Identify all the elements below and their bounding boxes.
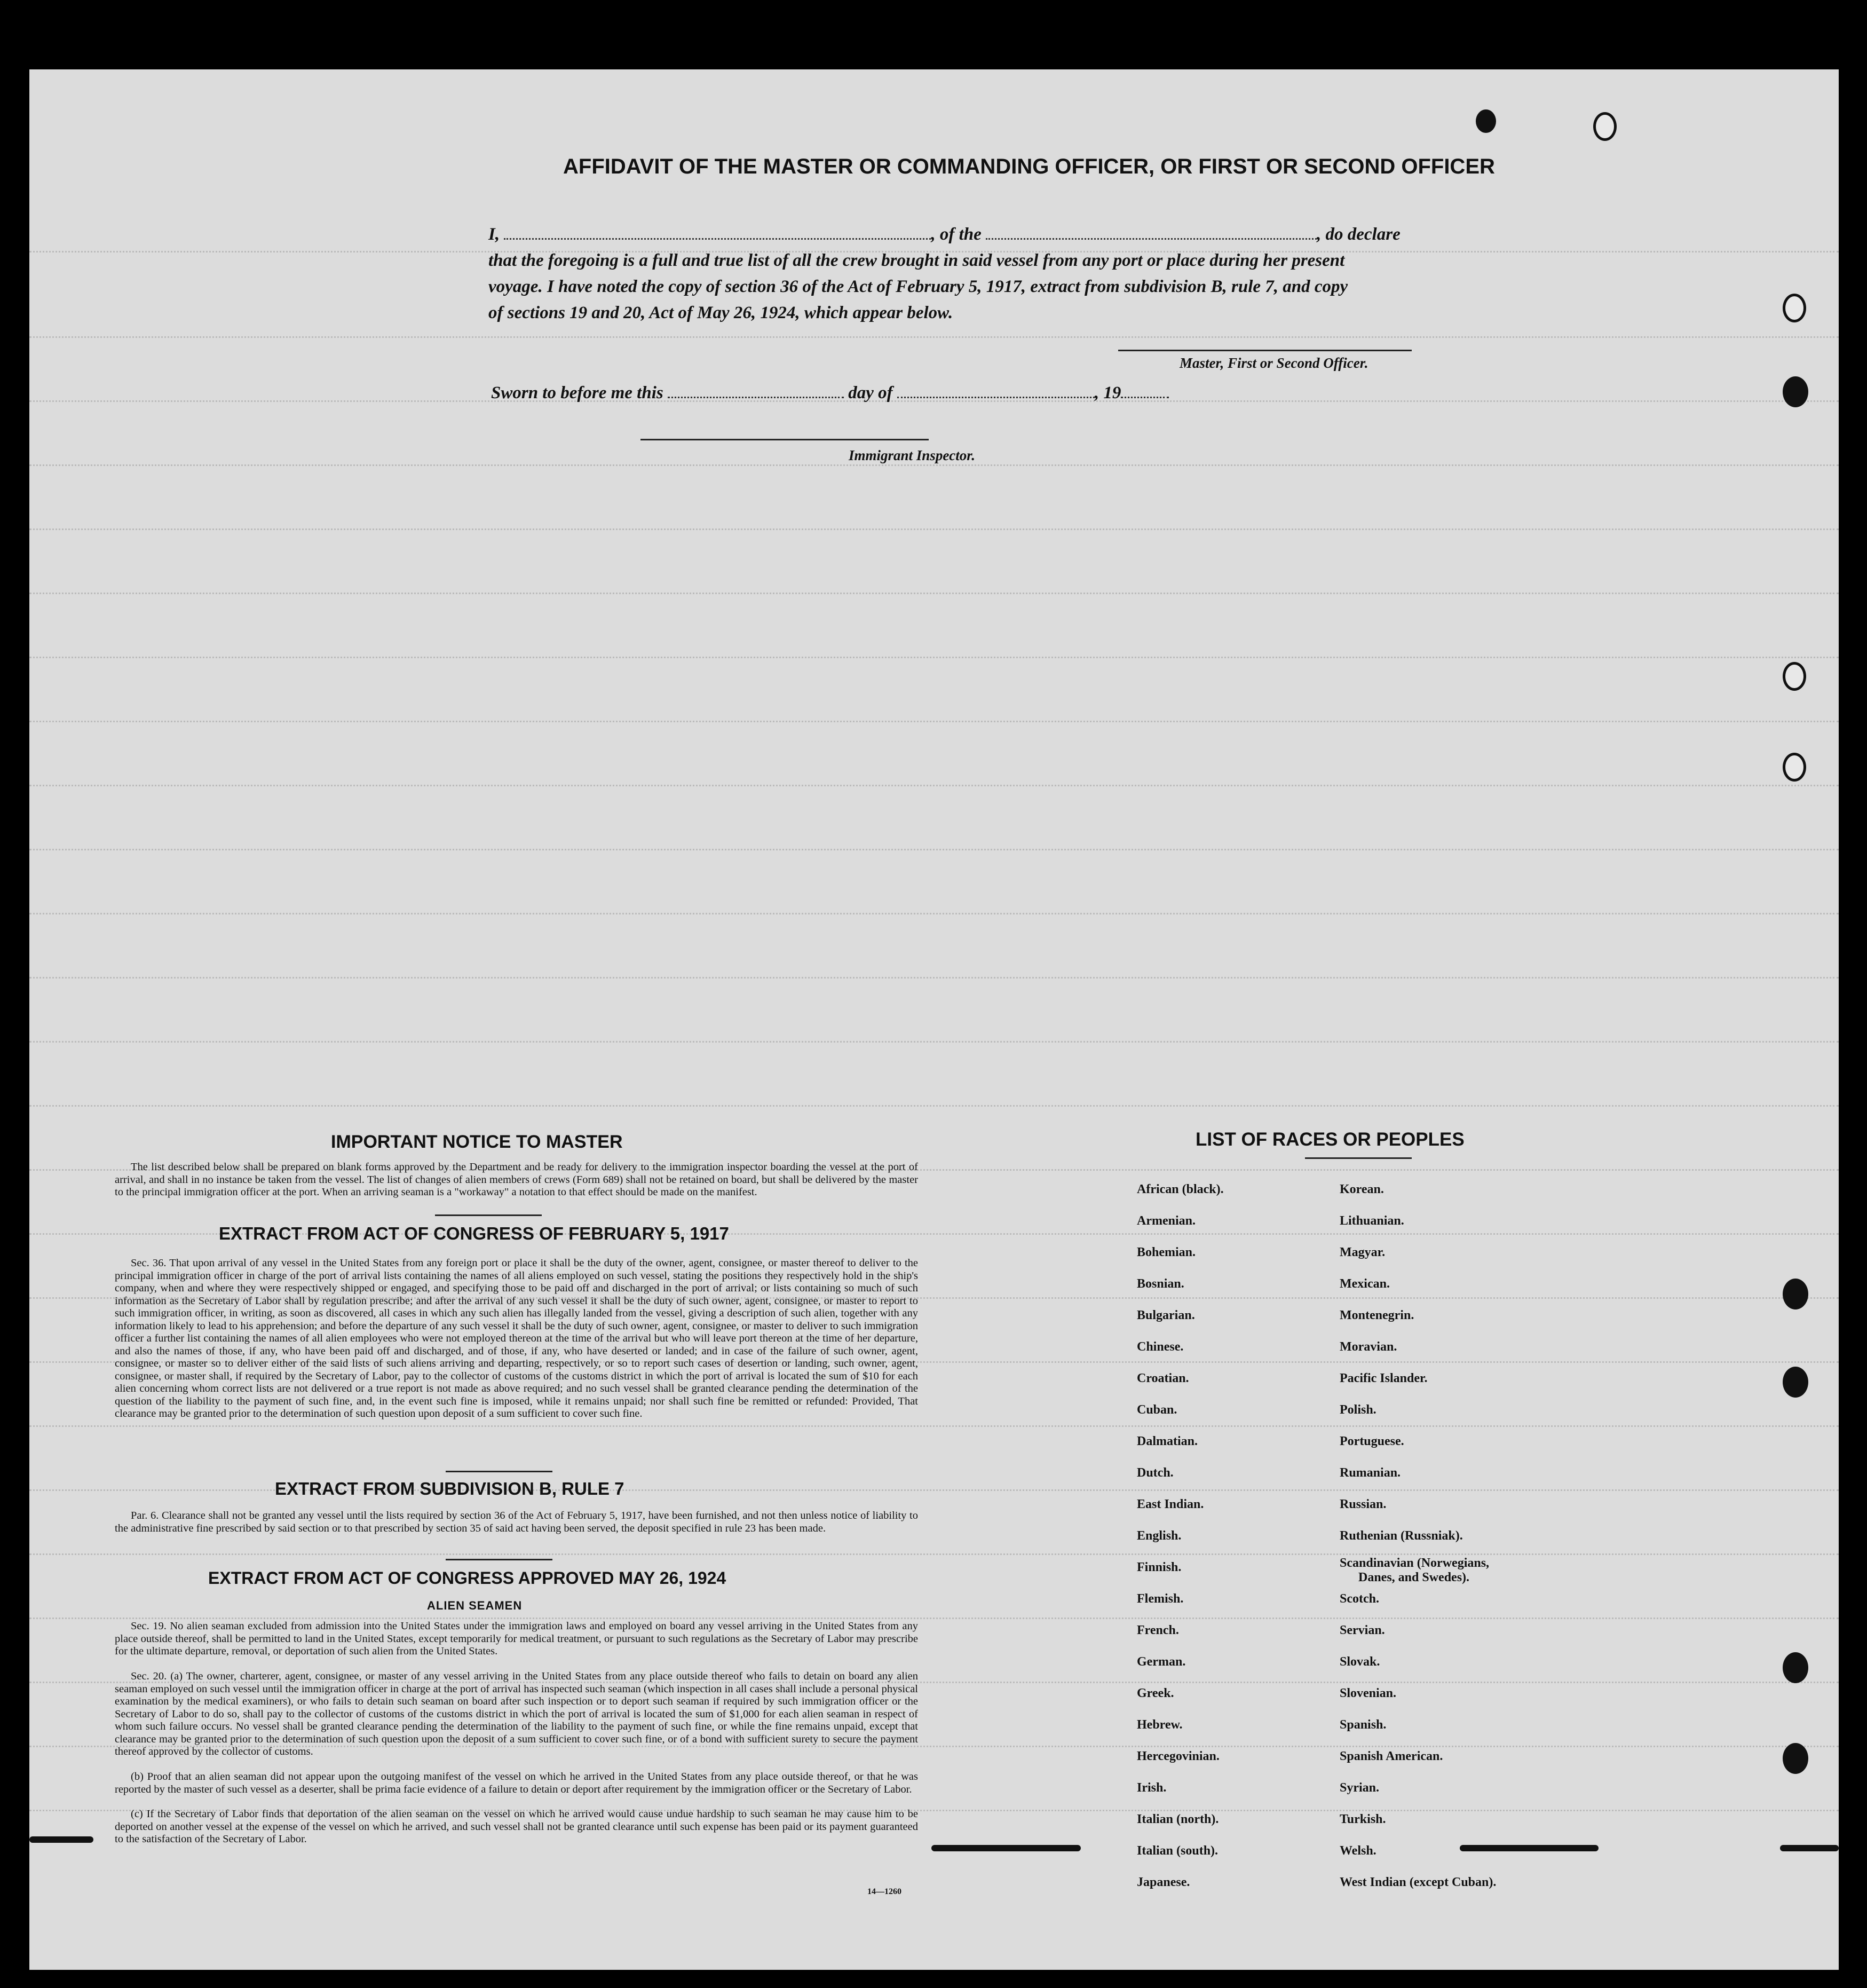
extract-1924-sec20b: (b) Proof that an alien seaman did not appear upon the outgoing manifest of the vessel on which he arrived in the United States from any place outside thereof, or that he was reported by the master of such vessel as a deserter, shall be prima facie evidence of a failure to detain or deport after requirement by the immigration officer or the Secretary of Labor. bbox=[115, 1771, 918, 1795]
affidavit-declare-label: , do declare bbox=[1317, 225, 1401, 244]
alien-seamen-subtitle: ALIEN SEAMEN bbox=[427, 1599, 523, 1612]
sworn-year-blank bbox=[1121, 382, 1169, 398]
sworn-day-of-label: day of bbox=[848, 383, 893, 403]
race-item: East Indian. bbox=[1137, 1497, 1204, 1511]
race-item: Greek. bbox=[1137, 1686, 1174, 1700]
race-item: Russian. bbox=[1340, 1497, 1387, 1511]
document-page bbox=[29, 69, 1839, 1970]
inspector-signature-line bbox=[640, 439, 929, 440]
sworn-prefix: Sworn to before me this bbox=[491, 383, 663, 403]
scan-artifact bbox=[1460, 1845, 1599, 1851]
race-item: Portuguese. bbox=[1340, 1434, 1404, 1448]
race-item: Hebrew. bbox=[1137, 1718, 1183, 1732]
sworn-year-label: , 19 bbox=[1094, 383, 1121, 403]
punch-hole bbox=[1783, 753, 1806, 782]
race-item: German. bbox=[1137, 1655, 1186, 1669]
race-item: Turkish. bbox=[1340, 1812, 1386, 1826]
race-item: Bulgarian. bbox=[1137, 1308, 1195, 1322]
race-item: Hercegovinian. bbox=[1137, 1749, 1220, 1763]
race-item: Slovak. bbox=[1340, 1655, 1380, 1669]
affidavit-line-4: of sections 19 and 20, Act of May 26, 1924, which appear below. bbox=[488, 303, 953, 322]
race-item: Chinese. bbox=[1137, 1340, 1184, 1354]
race-item: Flemish. bbox=[1137, 1592, 1184, 1606]
race-item: Servian. bbox=[1340, 1623, 1385, 1637]
race-item: Dutch. bbox=[1137, 1466, 1174, 1480]
race-item: Rumanian. bbox=[1340, 1466, 1401, 1480]
race-item: Pacific Islander. bbox=[1340, 1371, 1428, 1385]
section-divider bbox=[446, 1471, 552, 1472]
race-item: Montenegrin. bbox=[1340, 1308, 1414, 1322]
race-item: Welsh. bbox=[1340, 1844, 1376, 1858]
races-title: LIST OF RACES OR PEOPLES bbox=[1196, 1129, 1465, 1150]
race-item: West Indian (except Cuban). bbox=[1340, 1875, 1497, 1889]
race-item: Armenian. bbox=[1137, 1214, 1196, 1228]
race-item: Japanese. bbox=[1137, 1875, 1190, 1889]
race-item: Bohemian. bbox=[1137, 1245, 1196, 1259]
section-divider bbox=[446, 1559, 552, 1560]
form-code: 14—1260 bbox=[867, 1887, 901, 1896]
section-divider bbox=[435, 1214, 542, 1216]
sworn-line bbox=[491, 380, 1238, 406]
race-item: Italian (north). bbox=[1137, 1812, 1219, 1826]
punch-hole bbox=[1783, 294, 1806, 322]
affidavit-of-the-label: , of the bbox=[931, 225, 982, 244]
punch-hole bbox=[1783, 1367, 1808, 1398]
punch-hole bbox=[1783, 662, 1806, 691]
punch-hole bbox=[1783, 1652, 1808, 1683]
race-item: Scandinavian (Norwegians, bbox=[1340, 1556, 1490, 1570]
scan-artifact bbox=[1780, 1845, 1839, 1851]
affidavit-line-3: voyage. I have noted the copy of section 36 of the Act of February 5, 1917, extract from subdivision B, rule 7, and copy bbox=[488, 277, 1348, 296]
master-name-blank bbox=[504, 223, 931, 240]
vessel-name-blank bbox=[986, 223, 1317, 240]
race-item: Mexican. bbox=[1340, 1277, 1390, 1291]
rule7-text: Par. 6. Clearance shall not be granted any vessel until the lists required by section 36 of the Act of February 5, 1917, have been furnished, and not then unless notice of liability to the administrative fine prescribed by said section or to that prescribed by section 35 of said act having been served, the deposit specified in rule 23 has been made. bbox=[115, 1510, 918, 1534]
race-item: Irish. bbox=[1137, 1781, 1167, 1795]
extract-1924-sec19: Sec. 19. No alien seaman excluded from admission into the United States under the immigration laws and employed on board any vessel arriving in the United States from any place outside thereof, shall be permitted to land in the United States, except temporarily for medical treatment, or pursuant to such regulations as the Secretary of Labor may prescribe for the ultimate departure, removal, or deportation of such alien from the United States. bbox=[115, 1620, 918, 1657]
race-item: Korean. bbox=[1340, 1182, 1384, 1196]
race-item: Lithuanian. bbox=[1340, 1214, 1404, 1228]
race-item: Syrian. bbox=[1340, 1781, 1380, 1795]
sworn-day-blank bbox=[668, 382, 844, 398]
race-item: Cuban. bbox=[1137, 1403, 1177, 1417]
punch-hole bbox=[1783, 1743, 1808, 1774]
race-item: Scotch. bbox=[1340, 1592, 1379, 1606]
extract-1924-sec20a: Sec. 20. (a) The owner, charterer, agent, consignee, or master of any vessel arriving in the United States from any place outside thereof who fails to detain on board any alien seaman employed on such vessel until the immigration officer in charge at the port of arrival has inspected such seaman (which inspection in all cases shall include a personal physical examination by the medical examiners), or who fails to detain such seaman on board after such inspection or to deport such seaman if required by such immigration officer or the Secretary of Labor to do so, shall pay to the collector of customs of the customs district in which the port of arrival is located the sum of $1,000 for each alien seaman in respect of whom such failure occurs. No vessel shall be granted clearance pending the determination of the liability to the payment of such fine, or while the fine remains unpaid, except that clearance may be granted prior to the determination of such question upon the deposit of a sum sufficient to cover such fine, or of a bond with sufficient surety to secure the payment thereof approved by the collector of customs. bbox=[115, 1670, 918, 1757]
race-item: Danes, and Swedes). bbox=[1358, 1571, 1470, 1584]
race-item: Slovenian. bbox=[1340, 1686, 1397, 1700]
scan-artifact bbox=[29, 1836, 93, 1843]
race-item: Croatian. bbox=[1137, 1371, 1189, 1385]
race-item: Magyar. bbox=[1340, 1245, 1386, 1259]
race-item: African (black). bbox=[1137, 1182, 1224, 1196]
punch-hole bbox=[1593, 112, 1617, 141]
extract-1917-text: Sec. 36. That upon arrival of any vessel in the United States from any foreign port or place it shall be the duty of the owner, agent, consignee, or master thereof to deliver to the principal immigration officer in charge of the port of arrival lists containing the names of all aliens employed on such vessel, stating the positions they respectively hold in the ship's company, when and where they were respectively shipped or engaged, and specifying those to be paid off and discharged in the port of arrival; or lists containing so much of such information as the Secretary of Labor shall by regulation prescribe; and after the arrival of any such vessel it shall be the duty of such owner, agent, consignee, or master to report to such immigration officer, in writing, as soon as discovered, all cases in which any such alien has illegally landed from the vessel, giving a description of such alien, together with any information likely to lead to his apprehension; and before the departure of any such vessel it shall be the duty of such owner, agent, consignee, or master to deliver to such immigration officer a further list containing the names of all alien employees who were not employed thereon at the time of the arrival but who will leave port thereon at the time of her departure, and also the names of those, if any, who have been paid off and discharged, and of those, if any, who have deserted or landed; and in case of the failure of such owner, agent, consignee, or master so to deliver either of the said lists of such aliens arriving and departing, respectively, or so to report such cases of desertion or landing, such owner, agent, consignee, or master shall, if required by the Secretary of Labor, pay to the collector of customs of the customs district in which the port of arrival is located the sum of $10 for each alien concerning whom correct lists are not delivered or a true report is not made as above required; and no such vessel shall be granted clearance pending the determination of the question of the liability to the payment of such fine, and, in the event such fine is imposed, while it remains unpaid; nor shall such fine be remitted or refunded: Provided, That clearance may be granted prior to the determination of such question upon deposit of a sum sufficient to cover such fine. bbox=[115, 1257, 918, 1419]
inspector-signature-label: Immigrant Inspector. bbox=[849, 447, 976, 463]
affidavit-declaration-line-1 bbox=[488, 222, 1492, 248]
race-item: Italian (south). bbox=[1137, 1844, 1219, 1858]
rule7-title: EXTRACT FROM SUBDIVISION B, RULE 7 bbox=[275, 1479, 624, 1498]
sworn-month-blank bbox=[897, 382, 1095, 398]
race-item: Ruthenian (Russniak). bbox=[1340, 1529, 1463, 1543]
master-signature-line bbox=[1118, 350, 1412, 351]
race-item: Dalmatian. bbox=[1137, 1434, 1198, 1448]
section-divider bbox=[1305, 1157, 1412, 1159]
affidavit-title: AFFIDAVIT OF THE MASTER OR COMMANDING OFFICER, OR FIRST OR SECOND OFFICER bbox=[563, 155, 1495, 178]
race-item: French. bbox=[1137, 1623, 1179, 1637]
punch-hole bbox=[1783, 1279, 1808, 1309]
affidavit-line-2: that the foregoing is a full and true list of all the crew brought in said vessel from any port or place during her present bbox=[488, 251, 1345, 270]
extract-1924-title: EXTRACT FROM ACT OF CONGRESS APPROVED MAY 26, 1924 bbox=[208, 1568, 726, 1588]
notice-title: IMPORTANT NOTICE TO MASTER bbox=[331, 1132, 623, 1152]
race-item: Moravian. bbox=[1340, 1340, 1397, 1354]
race-item: Bosnian. bbox=[1137, 1277, 1184, 1291]
race-item: Finnish. bbox=[1137, 1560, 1182, 1574]
punch-hole bbox=[1783, 376, 1808, 407]
notice-text: The list described below shall be prepared on blank forms approved by the Department and be ready for delivery to the immigration inspector boarding the vessel at the port of arrival, and shall in no instance be taken from the vessel. The list of changes of alien members of crews (Form 689) shall not be retained on board, but shall be delivered by the master to the principal immigration officer at the port. When an arriving seaman is a "workaway" a notation to that effect should be made on the manifest. bbox=[115, 1161, 918, 1198]
race-item: English. bbox=[1137, 1529, 1182, 1543]
race-item: Polish. bbox=[1340, 1403, 1376, 1417]
affidavit-i-label: I, bbox=[488, 225, 500, 244]
extract-1924-sec20c: (c) If the Secretary of Labor finds that deportation of the alien seaman on the vessel on which he arrived would cause undue hardship to such seaman he may cause him to be deported on another vessel at the expense of the vessel on which he arrived, and such vessel shall not be granted clearance until such expense has been paid or its payment guaranteed to the satisfaction of the Secretary of Labor. bbox=[115, 1808, 918, 1845]
race-item: Spanish. bbox=[1340, 1718, 1387, 1732]
punch-hole bbox=[1476, 109, 1496, 133]
race-item: Spanish American. bbox=[1340, 1749, 1443, 1763]
extract-1917-title: EXTRACT FROM ACT OF CONGRESS OF FEBRUARY 5, 1917 bbox=[219, 1224, 729, 1243]
scan-artifact bbox=[931, 1845, 1081, 1851]
master-signature-label: Master, First or Second Officer. bbox=[1180, 355, 1368, 371]
